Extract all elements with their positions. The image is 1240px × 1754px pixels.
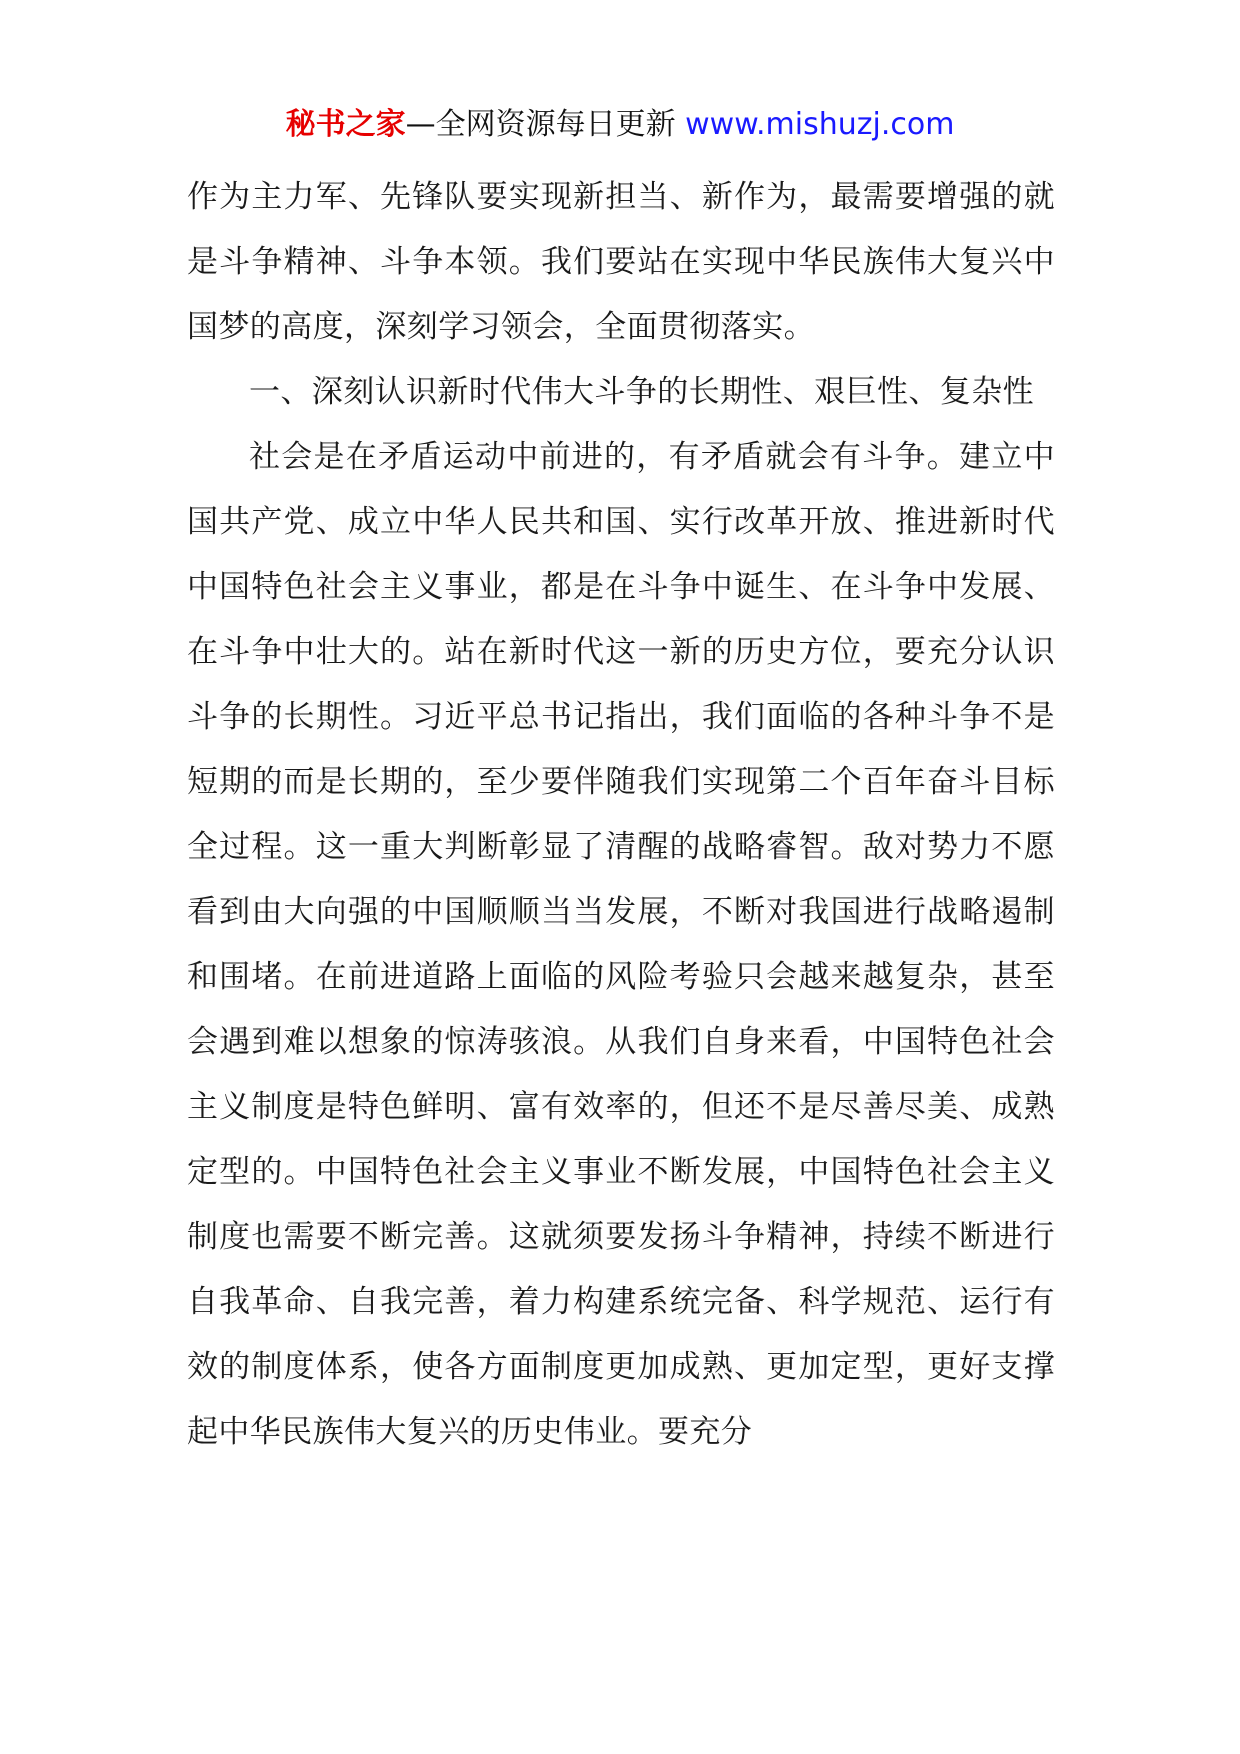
paragraph: 社会是在矛盾运动中前进的，有矛盾就会有斗争。建立中国共产党、成立中华人民共和国、实行改革开放、推进新时代中国特色社会主义事业，都是在斗争中诞生、在斗争中发展、在斗争中壮大的。站在新时代这一新的历史方位，要充分认识斗争的长期性。习近平总书记指出，我们面临的各种斗争不是短期的而是长期的，至少要伴随我们实现第二个百年奋斗目标全过程。这一重大判断彰显了清醒的战略睿智。敌对势力不愿看到由大向强的中国顺顺当当发展，不断对我国进行战略遏制和围堵。在前进道路上面临的风险考验只会越来越复杂，甚至会遇到难以想象的惊涛骇浪。从我们自身来看，中国特色社会主义制度是特色鲜明、富有效率的，但还不是尽善尽美、成熟定型的。中国特色社会主义事业不断发展，中国特色社会主义制度也需要不断完善。这就须要发扬斗争精神，持续不断进行自我革命、自我完善，着力构建系统完备、科学规范、运行有效的制度体系，使各方面制度更加成熟、更加定型，更好支撑起中华民族伟大复兴的历史伟业。要充分 [187, 439, 1055, 1450]
brand-name: 秘书之家 [285, 107, 406, 142]
website-link[interactable]: www.mishuzj.com [685, 107, 955, 142]
section-heading: 一、深刻认识新时代伟大斗争的长期性、艰巨性、复杂性 [249, 374, 1034, 410]
page-header [0, 103, 1240, 147]
paragraph-continuation: 作为主力军、先锋队要实现新担当、新作为，最需要增强的就是斗争精神、斗争本领。我们要站在实现中华民族伟大复兴中国梦的高度，深刻学习领会，全面贯彻落实。 [187, 179, 1055, 345]
document-body [187, 165, 1055, 1465]
header-tagline: —全网资源每日更新 [405, 107, 686, 142]
